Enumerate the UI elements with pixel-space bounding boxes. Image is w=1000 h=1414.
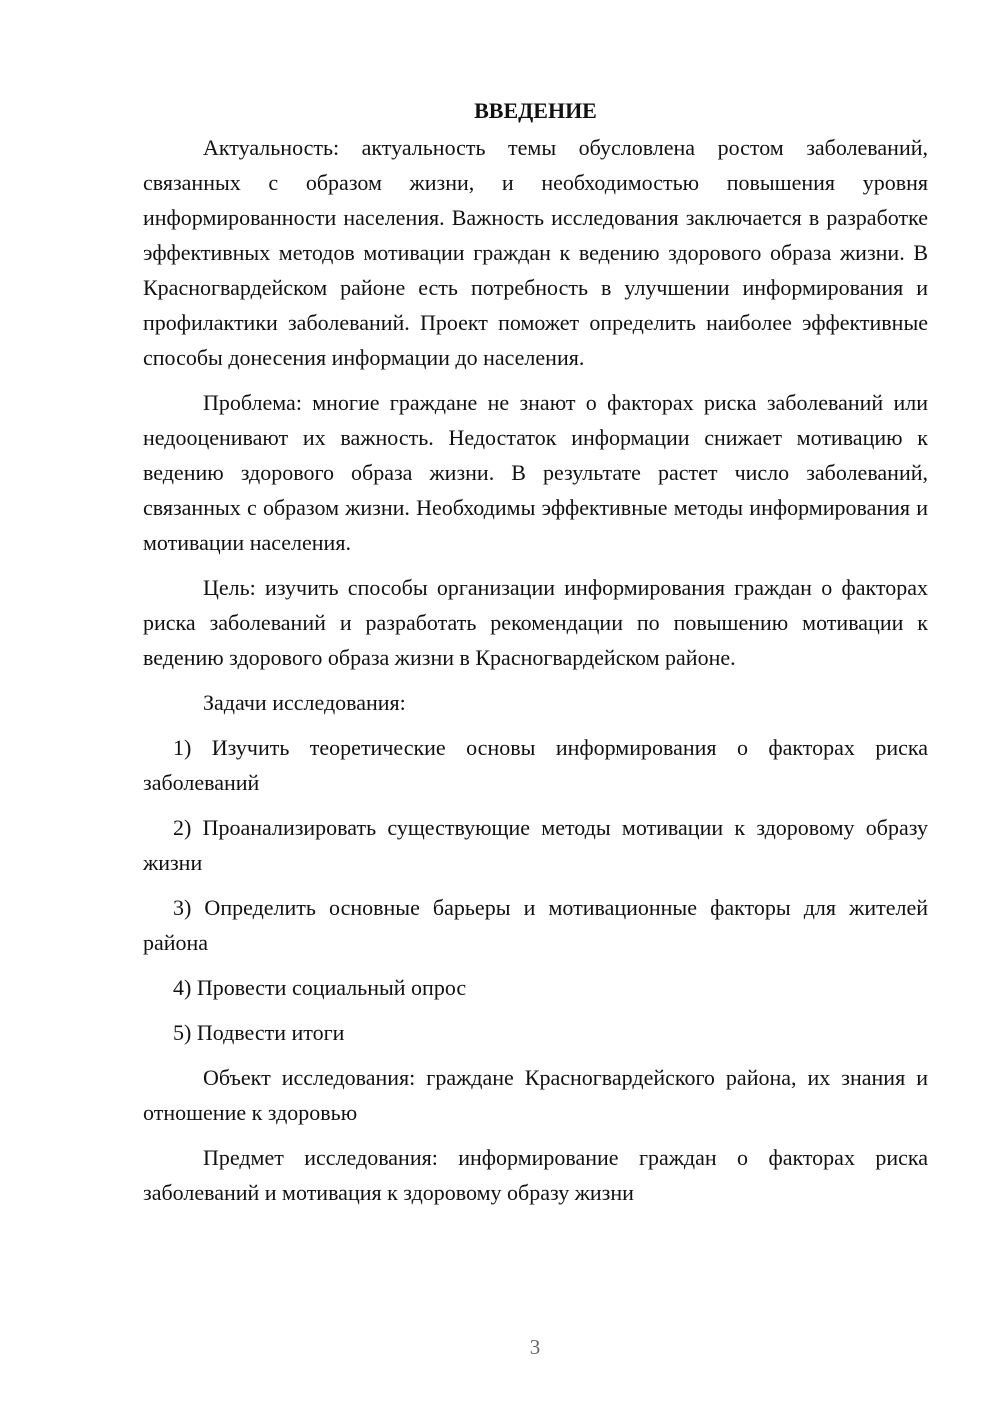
- paragraph-object: Объект исследования: граждане Красногвардейского района, их знания и отношение к здоровью: [143, 1065, 928, 1125]
- paragraph-goal: Цель: изучить способы организации информирования граждан о факторах риска заболеваний и разработать рекомендации по повышению мотивации к ведению здорового образа жизни в Красногвардейском районе.: [143, 575, 928, 670]
- task-item-1: 1) Изучить теоретические основы информирования о факторах риска заболеваний: [143, 735, 928, 795]
- section-title: ВВЕДЕНИЕ: [474, 98, 597, 123]
- task-item-5: 5) Подвести итоги: [173, 1020, 345, 1045]
- paragraph-problem: Проблема: многие граждане не знают о факторах риска заболеваний или недооценивают их важность. Недостаток информации снижает мотивацию к ведению здорового образа жизни. В результате растет число заболеваний, связанных с образом жизни. Необходимы эффективные методы информирования и мотивации населения.: [143, 390, 928, 555]
- tasks-heading: Задачи исследования:: [203, 690, 406, 715]
- page-number: 3: [529, 1335, 541, 1359]
- paragraph-relevance: Актуальность: актуальность темы обусловлена ростом заболеваний, связанных с образом жизни, и необходимостью повышения уровня информированности населения. Важность исследования заключается в разработке эффективных методов мотивации граждан к ведению здорового образа жизни. В Красногвардейском районе есть потребность в улучшении информирования и профилактики заболеваний. Проект поможет определить наиболее эффективные способы донесения информации до населения.: [143, 135, 928, 370]
- task-item-3: 3) Определить основные барьеры и мотивационные факторы для жителей района: [143, 895, 928, 955]
- task-item-4: 4) Провести социальный опрос: [173, 975, 467, 1000]
- paragraph-subject: Предмет исследования: информирование граждан о факторах риска заболеваний и мотивация к здоровому образу жизни: [143, 1145, 928, 1205]
- task-item-2: 2) Проанализировать существующие методы мотивации к здоровому образу жизни: [143, 815, 928, 875]
- page-content: [143, 93, 928, 1220]
